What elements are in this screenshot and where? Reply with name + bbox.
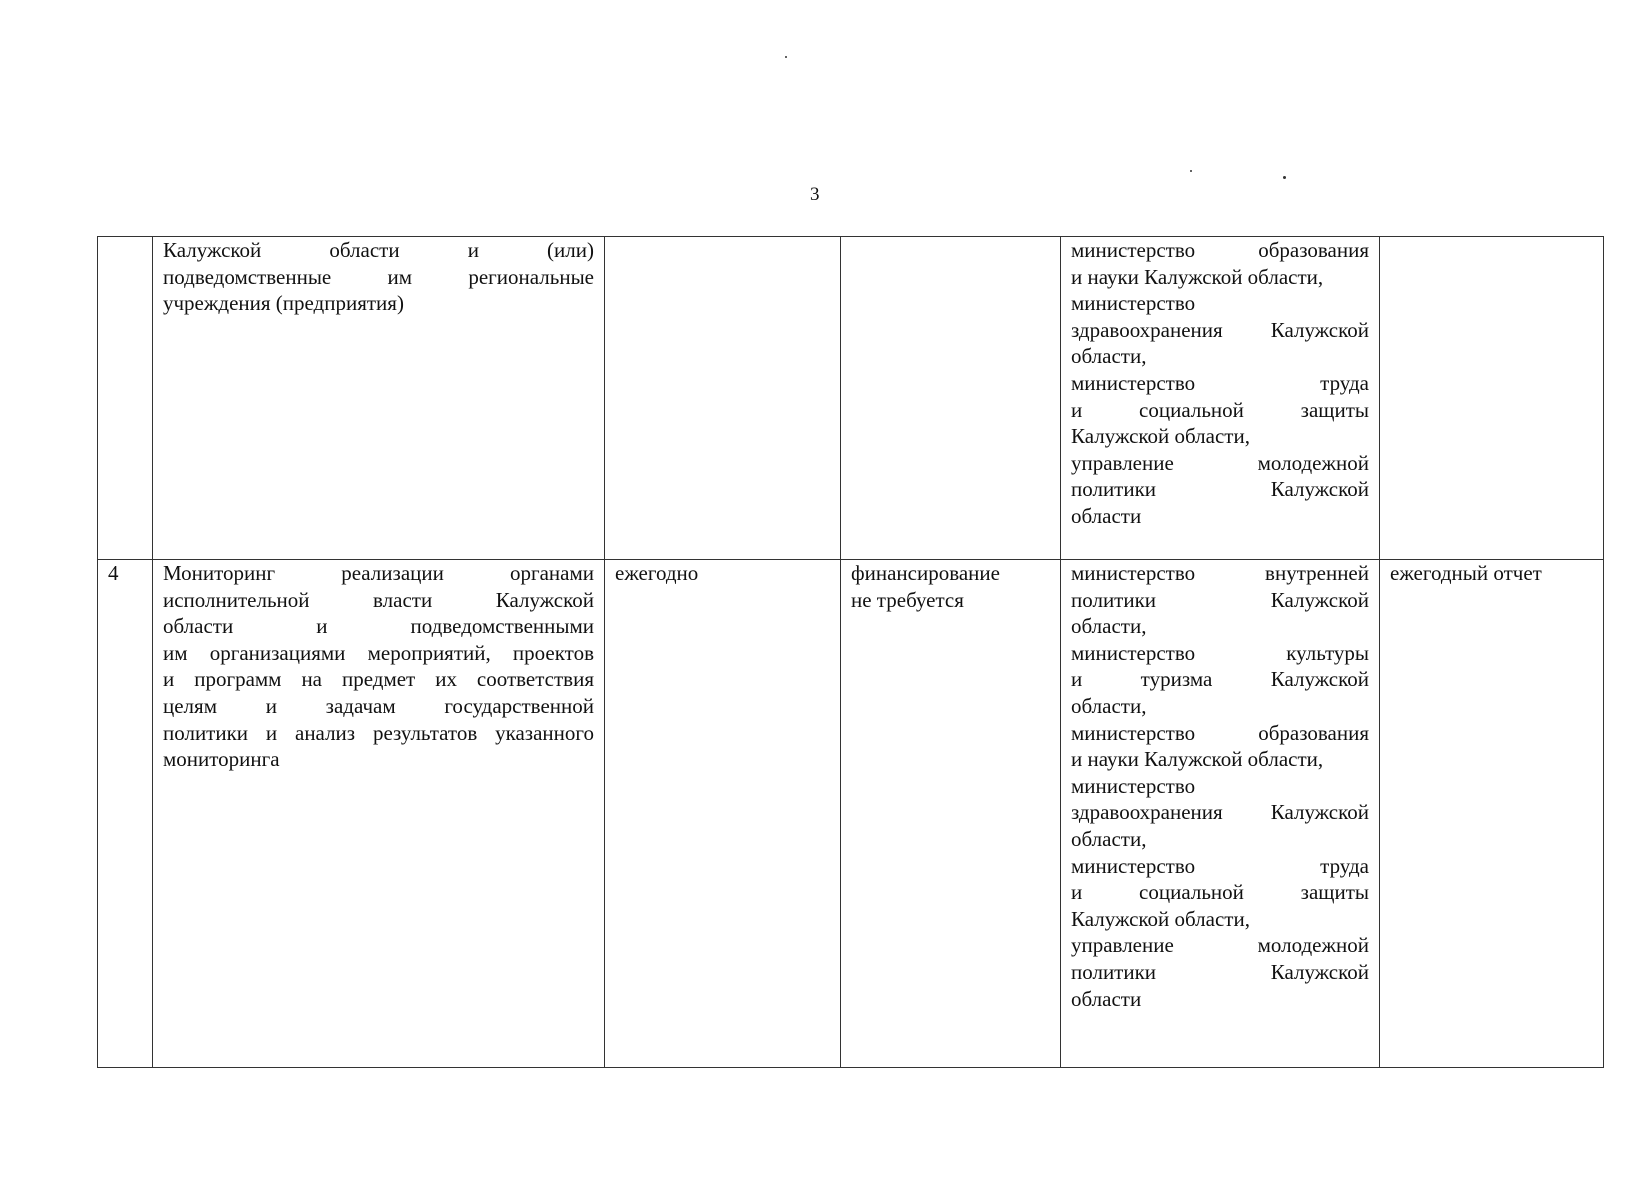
executor-line: министерство образования [1071, 238, 1369, 262]
executor-line: области [1071, 986, 1142, 1011]
executor-line: и социальной защиты [1071, 397, 1369, 422]
deadline-cell [605, 237, 841, 560]
financing-cell [841, 237, 1061, 560]
executor-line: здравоохранения Калужской [1071, 800, 1369, 825]
executor-line: области, [1071, 614, 1147, 639]
executors-cell [1061, 560, 1380, 1068]
executor-line: и науки Калужской области, [1071, 747, 1324, 772]
executor-line: и науки Калужской области, [1071, 264, 1324, 289]
executor-line: министерство труда [1071, 370, 1369, 395]
activity-line: мониторинга [163, 747, 280, 772]
executor-line: управление молодежной [1071, 933, 1369, 958]
table-row [98, 237, 1604, 560]
row-number-cell [98, 237, 153, 560]
executor-line: министерство внутренней [1071, 561, 1369, 585]
executor-line: области, [1071, 826, 1147, 851]
executor-line: и туризма Калужской [1071, 667, 1369, 692]
row-number-cell: 4 [98, 560, 153, 1068]
activity-line: учреждения (предприятия) [163, 291, 404, 316]
result-cell: ежегодный отчет [1380, 560, 1604, 1068]
financing-cell [841, 560, 1061, 1068]
activity-cell [153, 237, 605, 560]
activity-line: исполнительной власти Калужской [163, 587, 594, 612]
activity-cell [153, 560, 605, 1068]
executor-line: министерство образования [1071, 720, 1369, 745]
activity-line: Мониторинг реализации органами [163, 561, 594, 585]
executor-line: министерство труда [1071, 853, 1369, 878]
financing-line: не требуется [851, 587, 964, 612]
executor-line: политики Калужской [1071, 587, 1369, 612]
activity-line: подведомственные им региональные [163, 264, 594, 289]
table-row [98, 560, 1604, 1068]
activity-line: политики и анализ результатов указанного [163, 720, 594, 745]
activity-line: Калужской области и (или) [163, 238, 594, 262]
scan-speck [785, 56, 787, 58]
executor-line: Калужской области, [1071, 424, 1250, 449]
executors-cell [1061, 237, 1380, 560]
scan-speck [1283, 176, 1286, 179]
page-number: 3 [810, 184, 820, 205]
activity-line: области и подведомственными [163, 614, 594, 639]
executor-line: министерство культуры [1071, 640, 1369, 665]
executor-line: политики Калужской [1071, 477, 1369, 502]
executor-line: и социальной защиты [1071, 880, 1369, 905]
executor-line: министерство [1071, 291, 1196, 316]
activity-plan-table [97, 236, 1604, 1068]
executor-line: области [1071, 503, 1142, 528]
executor-line: политики Калужской [1071, 959, 1369, 984]
executor-line: министерство [1071, 773, 1196, 798]
executor-line: Калужской области, [1071, 906, 1250, 931]
executor-line: управление молодежной [1071, 450, 1369, 475]
result-cell [1380, 237, 1604, 560]
deadline-cell: ежегодно [605, 560, 841, 1068]
executor-line: здравоохранения Калужской [1071, 317, 1369, 342]
activity-line: и программ на предмет их соответствия [163, 667, 594, 692]
executor-line: области, [1071, 693, 1147, 718]
executor-line: области, [1071, 344, 1147, 369]
activity-line: целям и задачам государственной [163, 693, 594, 718]
activity-line: им организациями мероприятий, проектов [163, 640, 594, 665]
financing-line: финансирование [851, 561, 1000, 585]
scan-speck [1190, 170, 1192, 172]
